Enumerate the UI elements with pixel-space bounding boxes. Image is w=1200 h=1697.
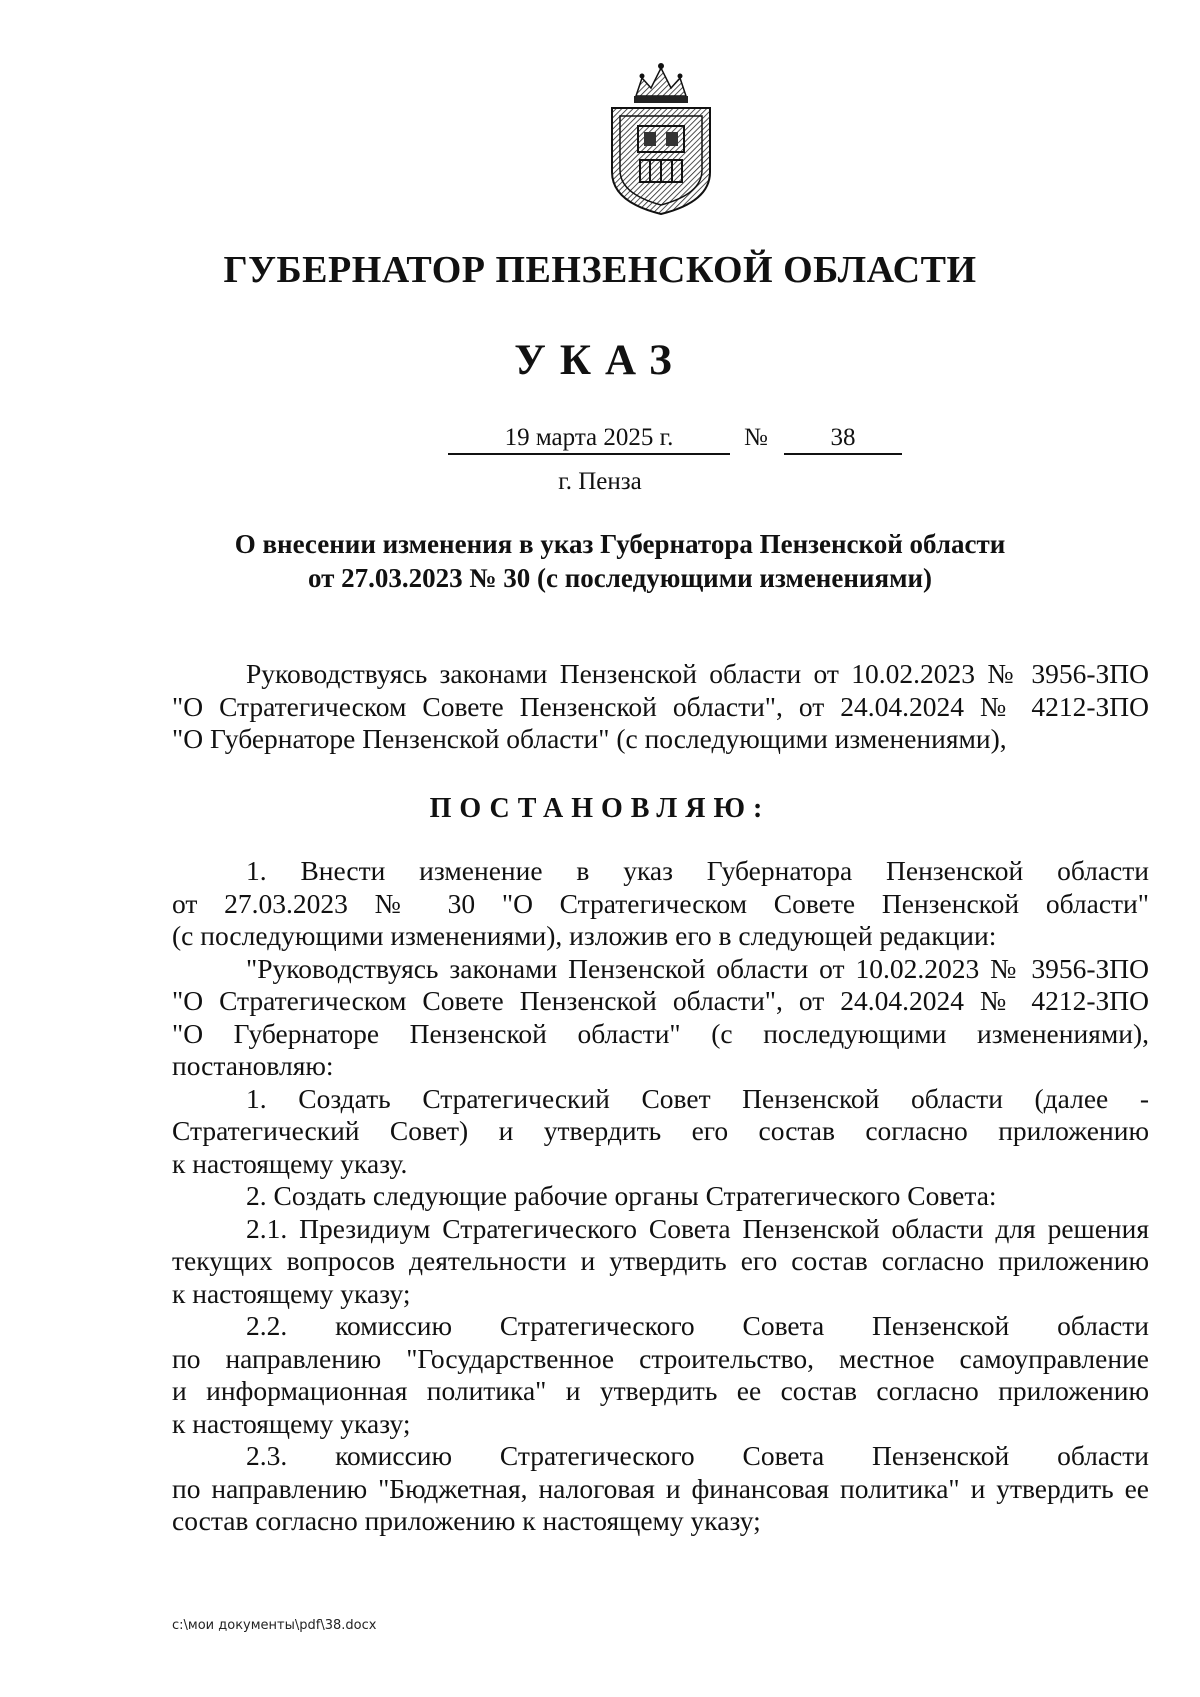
clause-line: 1. Внести изменение в указ Губернатора Пензенской области	[246, 855, 1149, 886]
file-path-footer: c:\мои документы\pdf\38.docx	[172, 1618, 377, 1633]
subject-line: от 27.03.2023 № 30 (с последующими изменениями)	[307, 563, 933, 593]
document-type-title: УКАЗ	[514, 337, 686, 384]
clause-line: 1. Создать Стратегический Совет Пензенской области (далее -	[246, 1082, 1149, 1114]
clause-line: 2.3. комиссию Стратегического Совета Пензенской области	[246, 1440, 1149, 1471]
clause-line: 2.1. Президиум Стратегического Совета Пензенской области для решения	[246, 1212, 1149, 1244]
preamble	[172, 658, 1149, 756]
decree-number: 38	[784, 424, 902, 455]
preamble-line: "О Губернаторе Пензенской области" (с последующими изменениями),	[172, 723, 1007, 754]
clause-line: "О Стратегическом Совете Пензенской области", от 24.04.2024 № 4212-ЗПО	[172, 985, 1149, 1016]
decree-date: 19 марта 2025 г.	[448, 424, 730, 455]
decree-subject	[200, 527, 1040, 595]
clause-line: постановляю:	[172, 1050, 334, 1081]
clause-line: "О Губернаторе Пензенской области" (с последующими изменениями),	[172, 1017, 1149, 1049]
clause-line: состав согласно приложению к настоящему указу;	[172, 1505, 761, 1536]
preamble-line: "О Стратегическом Совете Пензенской области", от 24.04.2024 № 4212-ЗПО	[172, 690, 1149, 722]
clause-line: по направлению "Бюджетная, налоговая и финансовая политика" и утвердить ее	[172, 1472, 1149, 1504]
subject-line: О внесении изменения в указ Губернатора Пензенской области	[234, 529, 1006, 559]
clause-line: к настоящему указу.	[172, 1147, 408, 1179]
clause-line: 2. Создать следующие рабочие органы Стратегического Совета:	[246, 1180, 997, 1211]
preamble-line: Руководствуясь законами Пензенской области от 10.02.2023 № 3956-ЗПО	[246, 658, 1149, 689]
coat-of-arms-emblem	[602, 60, 720, 218]
decree-clauses	[172, 855, 1149, 1538]
clause-line: к настоящему указу;	[172, 1407, 411, 1439]
clause-line: (с последующими изменениями), изложив его в следующей редакции:	[172, 920, 997, 951]
emblem-icon	[602, 60, 720, 218]
clause-line: 2.2. комиссию Стратегического Совета Пензенской области	[246, 1310, 1149, 1341]
clause-line: Стратегический Совет) и утвердить его состав согласно приложению	[172, 1115, 1149, 1146]
clause-line: к настоящему указу;	[172, 1277, 411, 1309]
issuing-authority-title: ГУБЕРНАТОР ПЕНЗЕНСКОЙ ОБЛАСТИ	[223, 249, 977, 291]
decree-word: ПОСТАНОВЛЯЮ:	[429, 793, 771, 824]
clause-line: текущих вопросов деятельности и утвердить его состав согласно приложению	[172, 1245, 1149, 1276]
clause-line: "Руководствуясь законами Пензенской области от 10.02.2023 № 3956-ЗПО	[246, 952, 1149, 984]
city-of-issue: г. Пенза	[558, 468, 642, 495]
clause-line: от 27.03.2023 № 30 "О Стратегическом Совете Пензенской области"	[172, 887, 1149, 919]
number-sign: №	[744, 424, 768, 451]
clause-line: по направлению "Государственное строительство, местное самоуправление	[172, 1342, 1149, 1374]
clause-line: и информационная политика" и утвердить ее состав согласно приложению	[172, 1375, 1149, 1406]
